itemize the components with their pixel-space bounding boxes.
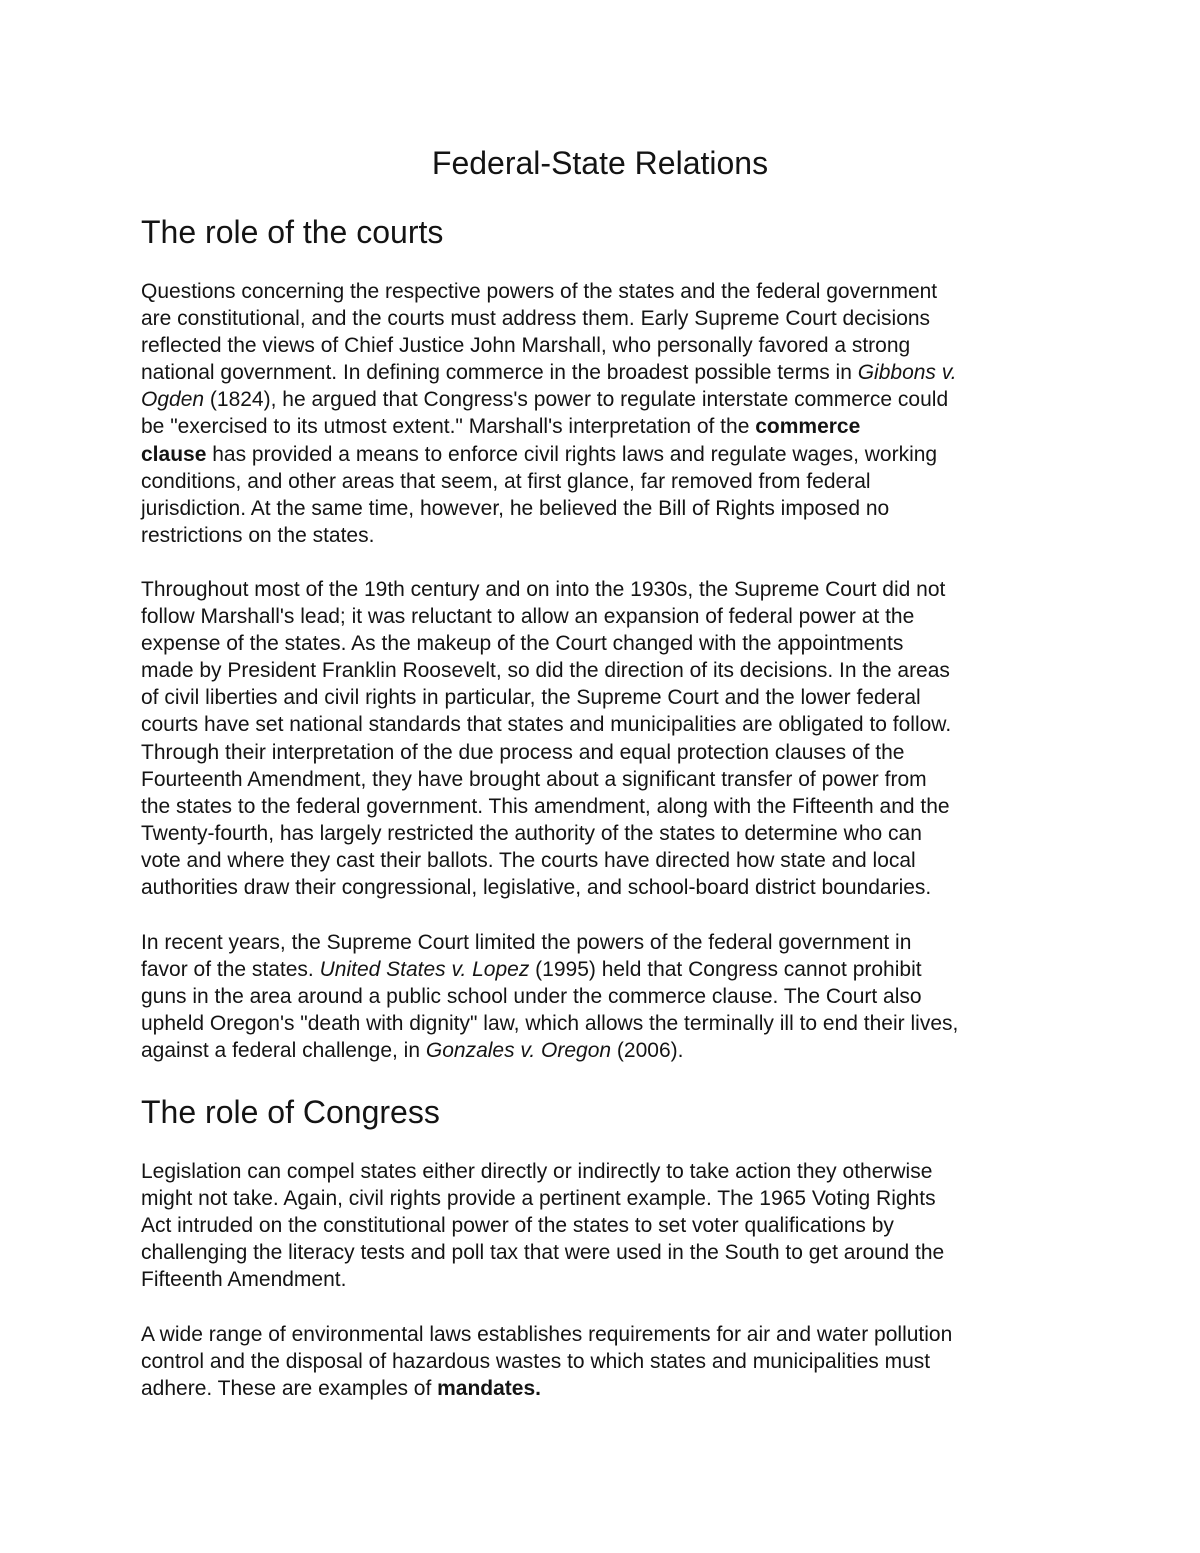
text-run: Fourteenth Amendment, they have brought about a significant transfer of power from bbox=[141, 767, 927, 791]
text-line bbox=[141, 522, 1066, 549]
text-run: conditions, and other areas that seem, at first glance, far removed from federal bbox=[141, 469, 871, 493]
text-run: (2006). bbox=[611, 1039, 684, 1063]
text-line bbox=[141, 278, 1066, 305]
text-line bbox=[141, 468, 1066, 495]
paragraph bbox=[141, 278, 1066, 549]
text-line bbox=[141, 1348, 1066, 1375]
text-line bbox=[141, 1239, 1066, 1266]
text-run: courts have set national standards that states and municipalities are obligated to follow. bbox=[141, 713, 952, 737]
text-run: has provided a means to enforce civil rights laws and regulate wages, working bbox=[206, 442, 938, 466]
section-heading-congress: The role of Congress bbox=[141, 1094, 440, 1130]
text-run: expense of the states. As the makeup of the Court changed with the appointments bbox=[141, 632, 904, 656]
text-line bbox=[141, 983, 1066, 1010]
text-line bbox=[141, 1037, 1066, 1064]
text-line bbox=[141, 1158, 1066, 1185]
text-line bbox=[141, 386, 1066, 413]
text-run: are constitutional, and the courts must address them. Early Supreme Court decisions bbox=[141, 307, 931, 331]
text-run: upheld Oregon's "death with dignity" law, which allows the terminally ill to end their lives, bbox=[141, 1012, 959, 1036]
text-line bbox=[141, 874, 1066, 901]
italic-text: Gibbons v. bbox=[857, 361, 957, 385]
text-run: authorities draw their congressional, legislative, and school-board district boundaries. bbox=[141, 876, 932, 900]
text-run: A wide range of environmental laws establishes requirements for air and water pollution bbox=[141, 1323, 953, 1346]
text-run: follow Marshall's lead; it was reluctant to allow an expansion of federal power at the bbox=[141, 605, 915, 629]
text-run: might not take. Again, civil rights provide a pertinent example. The 1965 Voting Rights bbox=[141, 1187, 936, 1211]
text-run: challenging the literacy tests and poll tax that were used in the South to get around the bbox=[141, 1241, 945, 1265]
text-line bbox=[141, 820, 1066, 847]
text-run: Through their interpretation of the due process and equal protection clauses of the bbox=[141, 740, 905, 764]
text-line bbox=[141, 441, 1066, 468]
paragraph bbox=[141, 1158, 1066, 1293]
text-line bbox=[141, 332, 1066, 359]
text-run: against a federal challenge, in bbox=[141, 1039, 426, 1063]
text-run: be "exercised to its utmost extent." Marshall's interpretation of the bbox=[141, 415, 756, 439]
text-line bbox=[141, 413, 1066, 440]
text-line bbox=[141, 793, 1066, 820]
text-run: Fifteenth Amendment. bbox=[141, 1268, 347, 1292]
text-line bbox=[141, 630, 1066, 657]
section-heading-courts: The role of the courts bbox=[141, 214, 444, 250]
text-line bbox=[141, 576, 1066, 603]
text-line bbox=[141, 1266, 1066, 1293]
bold-text: mandates. bbox=[437, 1377, 541, 1401]
text-line bbox=[141, 711, 1066, 738]
text-line bbox=[141, 359, 1066, 386]
text-run: control and the disposal of hazardous wastes to which states and municipalities must bbox=[141, 1350, 931, 1374]
text-run: made by President Franklin Roosevelt, so did the direction of its decisions. In the areas bbox=[141, 659, 950, 683]
text-run: Twenty-fourth, has largely restricted the authority of the states to determine who can bbox=[141, 821, 922, 845]
italic-text: Ogden bbox=[141, 388, 205, 412]
text-run: Throughout most of the 19th century and on into the 1930s, the Supreme Court did not bbox=[141, 578, 946, 601]
text-run: (1995) held that Congress cannot prohibit bbox=[529, 958, 922, 982]
text-line bbox=[141, 956, 1066, 983]
text-run: guns in the area around a public school under the commerce clause. The Court also bbox=[141, 985, 922, 1009]
text-run: of civil liberties and civil rights in particular, the Supreme Court and the lower federal bbox=[141, 686, 921, 710]
text-line bbox=[141, 684, 1066, 711]
paragraph bbox=[141, 576, 1066, 901]
text-run: Questions concerning the respective powers of the states and the federal government bbox=[141, 280, 938, 303]
text-run: reflected the views of Chief Justice John Marshall, who personally favored a strong bbox=[141, 334, 911, 358]
text-line bbox=[141, 739, 1066, 766]
text-line bbox=[141, 495, 1066, 522]
text-line bbox=[141, 305, 1066, 332]
document-title: Federal-State Relations bbox=[431, 145, 769, 181]
text-run: national government. In defining commerce in the broadest possible terms in bbox=[141, 361, 858, 385]
italic-text: United States v. Lopez bbox=[319, 958, 530, 982]
text-line bbox=[141, 1375, 1066, 1402]
text-run: the states to the federal government. This amendment, along with the Fifteenth and the bbox=[141, 794, 950, 818]
text-line bbox=[141, 1212, 1066, 1239]
text-run: restrictions on the states. bbox=[141, 523, 375, 547]
text-line bbox=[141, 657, 1066, 684]
text-run: favor of the states. bbox=[141, 958, 320, 982]
text-line bbox=[141, 1321, 1066, 1348]
bold-text: commerce bbox=[755, 415, 861, 439]
text-run: jurisdiction. At the same time, however, he believed the Bill of Rights imposed no bbox=[141, 496, 890, 520]
text-line bbox=[141, 929, 1066, 956]
paragraph bbox=[141, 1321, 1066, 1402]
text-line bbox=[141, 603, 1066, 630]
text-run: adhere. These are examples of bbox=[141, 1377, 438, 1401]
text-line bbox=[141, 766, 1066, 793]
text-line bbox=[141, 1185, 1066, 1212]
bold-text: clause bbox=[141, 442, 207, 466]
text-run: Legislation can compel states either directly or indirectly to take action they otherwise bbox=[141, 1160, 933, 1183]
text-run: Act intruded on the constitutional power of the states to set voter qualifications by bbox=[141, 1214, 894, 1238]
text-run: (1824), he argued that Congress's power to regulate interstate commerce could bbox=[204, 388, 949, 412]
text-run: In recent years, the Supreme Court limited the powers of the federal government in bbox=[141, 931, 912, 954]
italic-text: Gonzales v. Oregon bbox=[425, 1039, 612, 1063]
text-line bbox=[141, 847, 1066, 874]
text-line bbox=[141, 1010, 1066, 1037]
paragraph bbox=[141, 929, 1066, 1064]
text-run: vote and where they cast their ballots. The courts have directed how state and local bbox=[141, 848, 916, 872]
